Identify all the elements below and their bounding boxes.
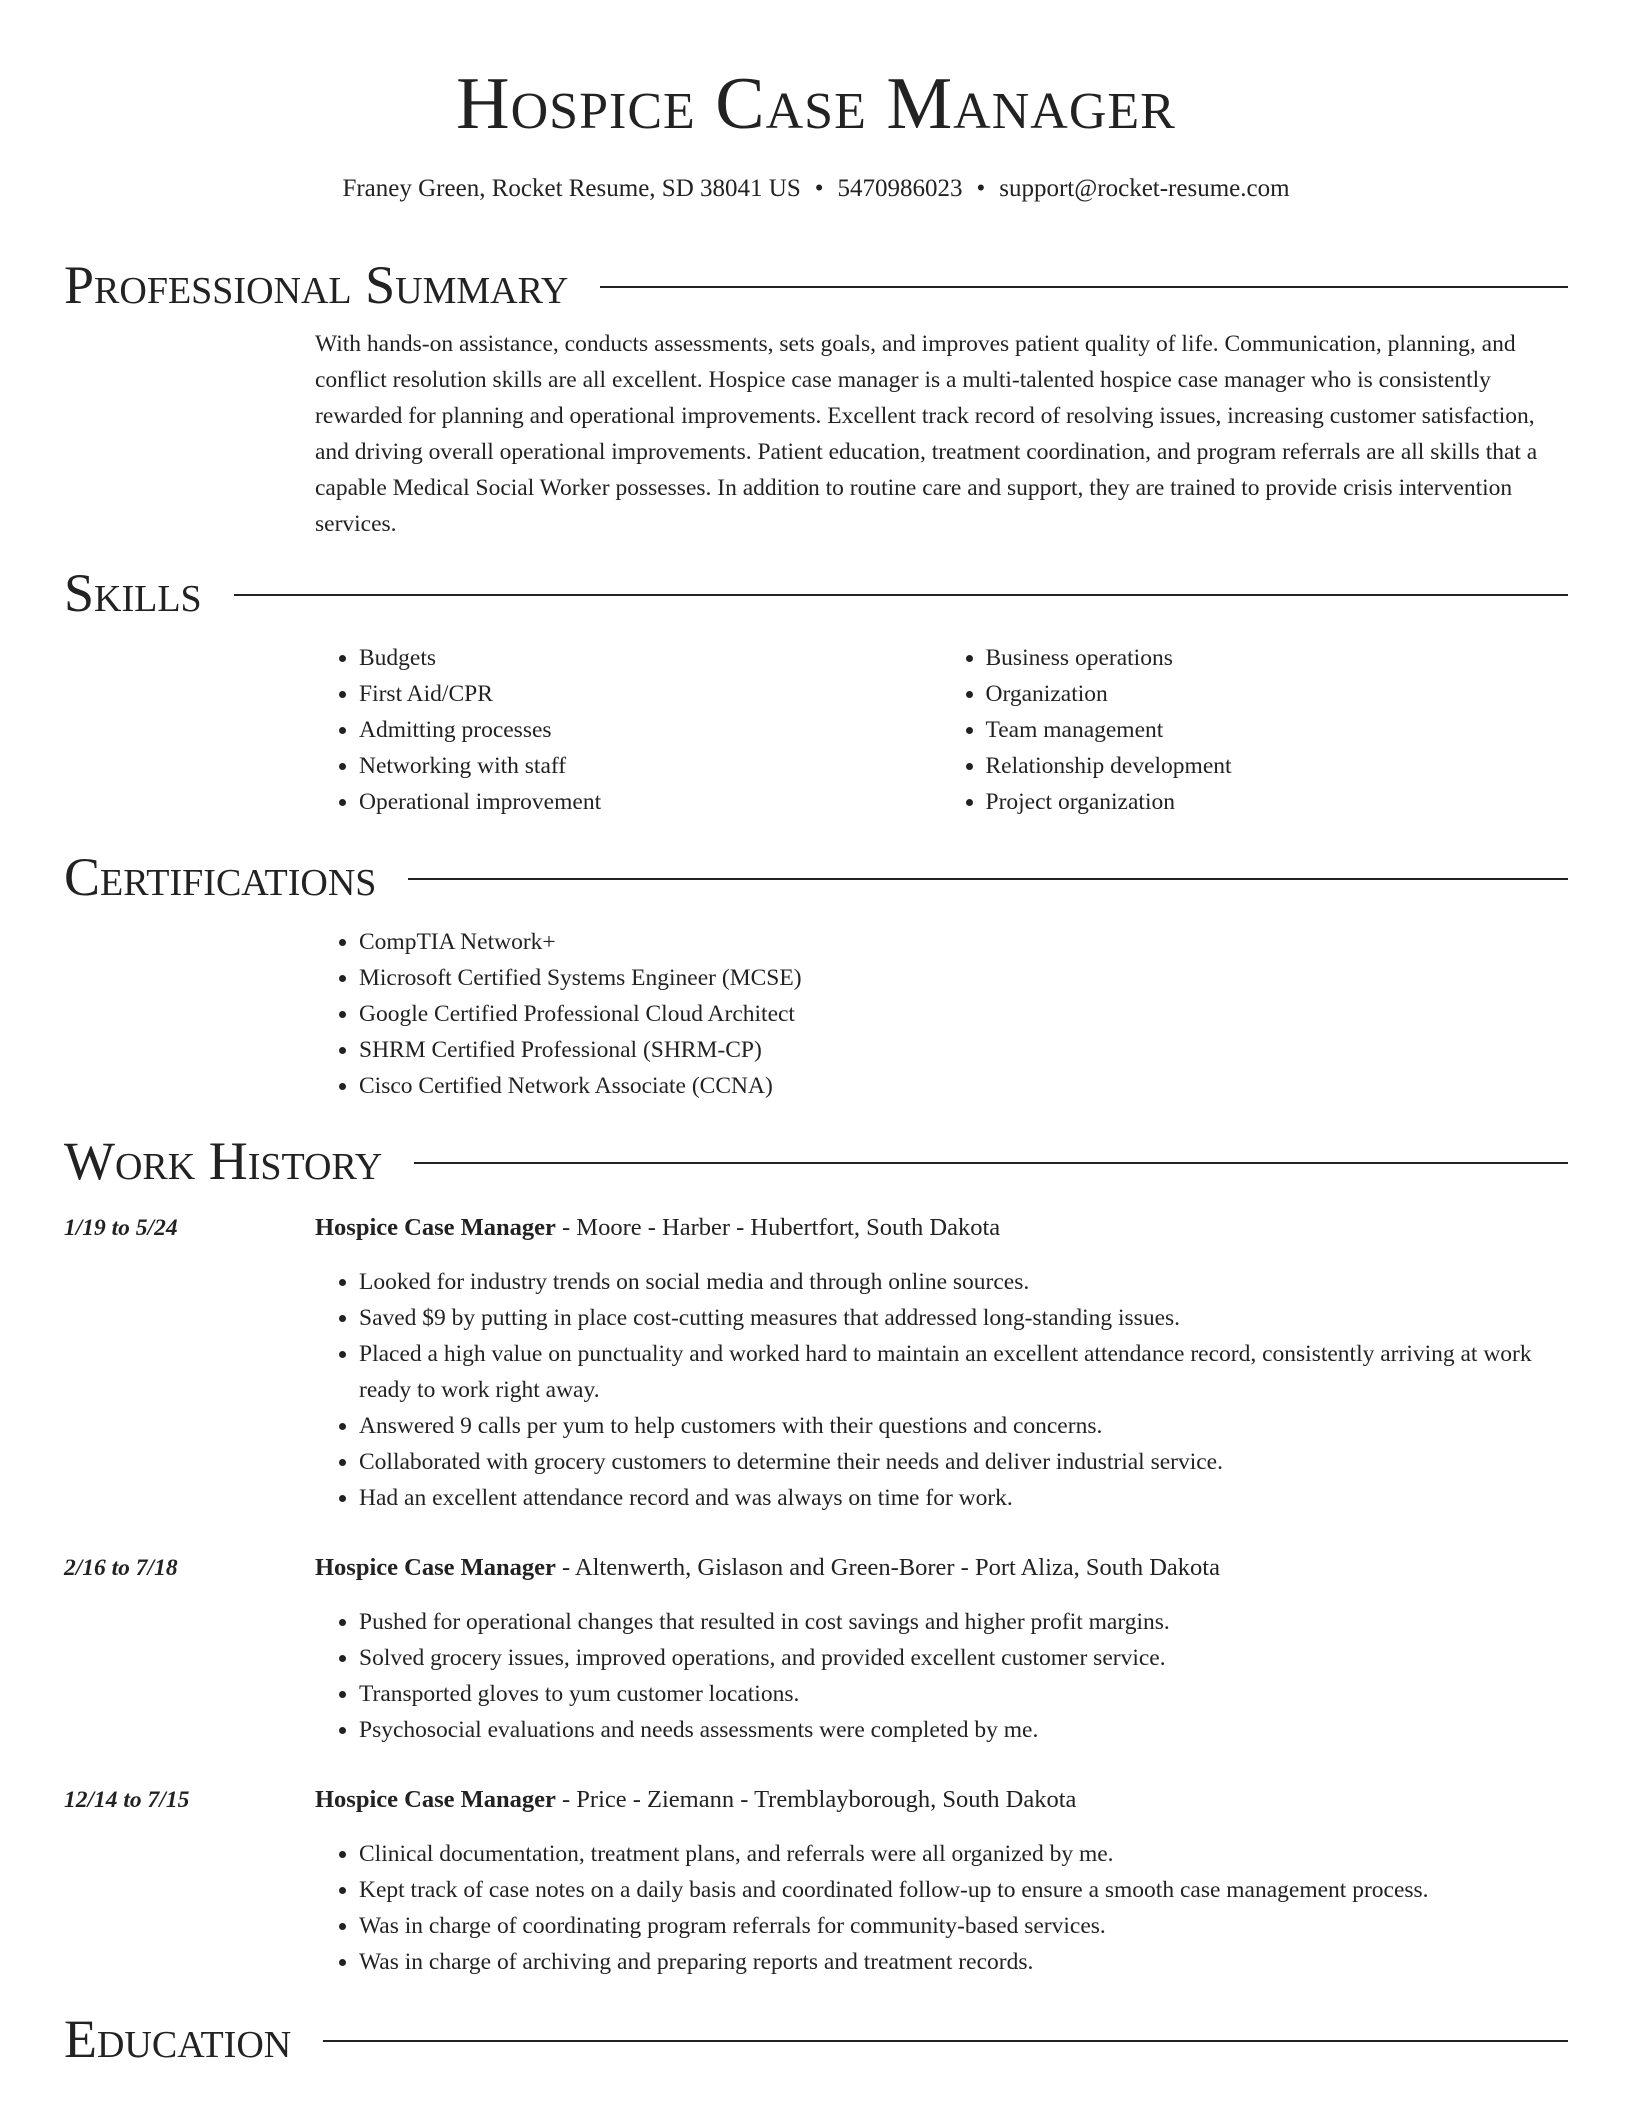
section-rule <box>323 2040 1568 2042</box>
section-heading-text: Certifications <box>64 847 377 907</box>
skills-list-left <box>315 640 942 820</box>
job-details <box>315 1210 1568 1516</box>
job-title: Hospice Case Manager <box>315 1786 556 1813</box>
skill-item: • Operational improvement <box>359 784 942 820</box>
job-heading <box>315 1782 1568 1818</box>
job-employer: - Altenwerth, Gislason and Green-Borer - Port Aliza, South Dakota <box>555 1554 1220 1581</box>
job-bullets <box>315 1604 1568 1748</box>
job-entry <box>64 1210 1568 1516</box>
certifications-list <box>315 924 1568 1104</box>
section-heading-text: Professional Summary <box>64 255 569 315</box>
contact-phone: 5470986023 <box>837 175 963 202</box>
certification-item: • Cisco Certified Network Associate (CCNA) <box>359 1068 1568 1104</box>
certification-item: • SHRM Certified Professional (SHRM-CP) <box>359 1032 1568 1068</box>
job-bullets <box>315 1264 1568 1516</box>
section-heading-work-history <box>64 1130 1568 1192</box>
contact-separator: • <box>814 175 824 202</box>
job-title: Hospice Case Manager <box>315 1214 556 1241</box>
contact-email: support@rocket-resume.com <box>999 175 1290 202</box>
job-bullet: • Was in charge of archiving and preparing reports and treatment records. <box>359 1944 1568 1980</box>
section-heading-text: Work History <box>64 1131 383 1191</box>
job-dates: 1/19 to 5/24 <box>64 1215 178 1241</box>
section-heading-education <box>64 2008 1568 2070</box>
job-bullet: • Looked for industry trends on social media and through online sources. <box>359 1264 1568 1300</box>
job-details <box>315 1782 1568 1980</box>
summary-paragraph: With hands-on assistance, conducts assessments, sets goals, and improves patient quality of life. Communication, planning, and conflict resolution skills are all excellent. Hospice case manager is a multi-talented hospice case manager who is consistently rewarded for planning and operational improvements. Excellent track record of resolving issues, increasing customer satisfaction, and driving overall operational improvements. Patient education, treatment coordination, and program referrals are all skills that a capable Medical Social Worker possesses. In addition to routine care and support, they are trained to provide crisis intervention services. <box>315 331 1538 537</box>
job-bullet: • Solved grocery issues, improved operations, and provided excellent customer service. <box>359 1640 1568 1676</box>
section-heading-summary <box>64 254 1568 316</box>
contact-separator: • <box>976 175 986 202</box>
skills-grid <box>315 640 1568 820</box>
resume-page <box>64 0 1568 2070</box>
skills-list-right <box>942 640 1569 820</box>
job-bullet: • Answered 9 calls per yum to help customers with their questions and concerns. <box>359 1408 1568 1444</box>
job-bullet: • Kept track of case notes on a daily basis and coordinated follow-up to ensure a smooth case management process. <box>359 1872 1568 1908</box>
contact-address: Franey Green, Rocket Resume, SD 38041 US <box>342 175 801 202</box>
section-rule <box>408 878 1568 880</box>
skill-item: • First Aid/CPR <box>359 676 942 712</box>
job-bullets <box>315 1836 1568 1980</box>
job-bullet: • Placed a high value on punctuality and worked hard to maintain an excellent attendance record, consistently arriving at work ready to work right away. <box>359 1336 1568 1408</box>
section-rule <box>234 594 1568 596</box>
section-heading-text: Skills <box>64 563 202 623</box>
certification-item: • Microsoft Certified Systems Engineer (MCSE) <box>359 960 1568 996</box>
resume-title: Hospice Case Manager <box>456 63 1176 145</box>
job-dates: 2/16 to 7/18 <box>64 1555 178 1581</box>
contact-line <box>64 172 1568 206</box>
job-bullet: • Was in charge of coordinating program referrals for community-based services. <box>359 1908 1568 1944</box>
job-employer: - Price - Ziemann - Tremblayborough, South Dakota <box>555 1786 1077 1813</box>
certification-item: • CompTIA Network+ <box>359 924 1568 960</box>
job-dates: 12/14 to 7/15 <box>64 1787 190 1813</box>
job-bullet: • Clinical documentation, treatment plans, and referrals were all organized by me. <box>359 1836 1568 1872</box>
section-heading-text: Education <box>64 2009 292 2069</box>
job-bullet: • Psychosocial evaluations and needs assessments were completed by me. <box>359 1712 1568 1748</box>
skill-item: • Relationship development <box>986 748 1569 784</box>
job-entry <box>64 1550 1568 1748</box>
skill-item: • Business operations <box>986 640 1569 676</box>
job-bullet: • Pushed for operational changes that resulted in cost savings and higher profit margins. <box>359 1604 1568 1640</box>
job-bullet: • Had an excellent attendance record and was always on time for work. <box>359 1480 1568 1516</box>
job-bullet: • Saved $9 by putting in place cost-cutting measures that addressed long-standing issues. <box>359 1300 1568 1336</box>
job-entry <box>64 1782 1568 1980</box>
certification-item: • Google Certified Professional Cloud Architect <box>359 996 1568 1032</box>
job-heading <box>315 1550 1568 1586</box>
skill-item: • Admitting processes <box>359 712 942 748</box>
job-heading <box>315 1210 1568 1246</box>
job-bullet: • Transported gloves to yum customer locations. <box>359 1676 1568 1712</box>
section-heading-certifications <box>64 846 1568 908</box>
job-bullet: • Collaborated with grocery customers to determine their needs and deliver industrial service. <box>359 1444 1568 1480</box>
skill-item: • Team management <box>986 712 1569 748</box>
job-details <box>315 1550 1568 1748</box>
skill-item: • Project organization <box>986 784 1569 820</box>
section-heading-skills <box>64 562 1568 624</box>
section-rule <box>414 1162 1568 1164</box>
section-rule <box>600 286 1568 288</box>
job-title: Hospice Case Manager <box>315 1554 556 1581</box>
skill-item: • Organization <box>986 676 1569 712</box>
job-employer: - Moore - Harber - Hubertfort, South Dakota <box>555 1214 1001 1241</box>
skill-item: • Budgets <box>359 640 942 676</box>
skill-item: • Networking with staff <box>359 748 942 784</box>
